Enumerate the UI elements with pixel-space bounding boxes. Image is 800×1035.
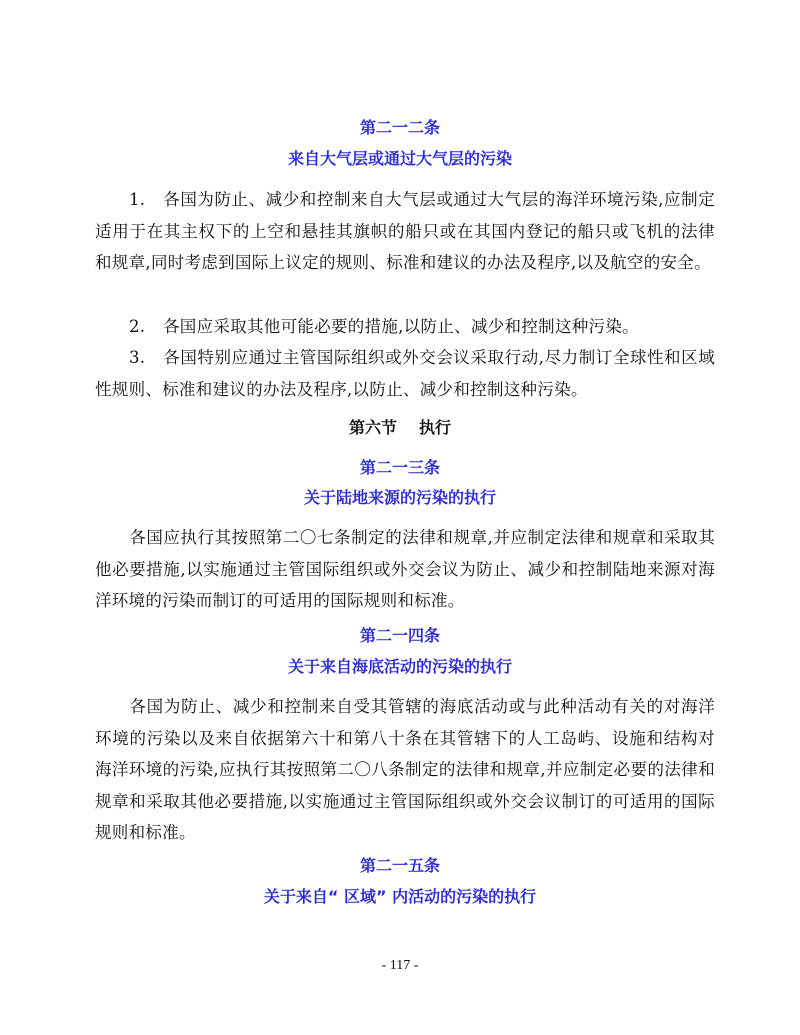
paragraph-number: 1. (129, 190, 146, 209)
article-212-paragraph-2 (95, 311, 715, 343)
section-title: 执行 (419, 418, 452, 437)
article-215-title: 关于来自“ 区域” 内活动的污染的执行 (263, 887, 537, 906)
paragraph-number: 2. (129, 317, 146, 336)
paragraph-text: 各国为防止、减少和控制来自受其管辖的海底活动或与此种活动有关的对海洋环境的污染以及来自依据第六十和第八十条在其管辖下的人工岛屿、设施和结构对海洋环境的污染,应执行其按照第二〇八条制定的法律和规章,并应制定必要的法律和规章和采取其他必要措施,以实施通过主管国际组织或外交会议制订的可适用的国际规则和标准。 (95, 697, 715, 843)
paragraph-text: 各国应执行其按照第二〇七条制定的法律和规章,并应制定法律和规章和采取其他必要措施,以实施通过主管国际组织或外交会议为防止、减少和控制陆地来源对海洋环境的污染而制订的可适用的国际规则和标准。 (95, 528, 715, 611)
article-214-title: 关于来自海底活动的污染的执行 (287, 657, 512, 676)
article-213-title: 关于陆地来源的污染的执行 (303, 488, 496, 507)
article-213-paragraph (95, 522, 715, 617)
article-215-number: 第二一五条 (359, 856, 440, 875)
article-213-number: 第二一三条 (359, 458, 440, 477)
page-number: - 117 - (381, 958, 419, 973)
paragraph-number: 3. (129, 348, 146, 367)
article-214-number: 第二一四条 (359, 626, 440, 645)
paragraph-text: 各国为防止、减少和控制来自大气层或通过大气层的海洋环境污染,应制定适用于在其主权下的上空和悬挂其旗帜的船只或在其国内登记的船只或飞机的法律和规章,同时考虑到国际上议定的规则、标准和建议的办法及程序,以及航空的安全。 (95, 190, 715, 273)
paragraph-text: 各国特别应通过主管国际组织或外交会议采取行动,尽力制订全球性和区域性规则、标准和建议的办法及程序,以防止、减少和控制这种污染。 (95, 348, 715, 399)
article-212-paragraph-1 (95, 184, 715, 279)
article-214-paragraph (95, 691, 715, 849)
article-212-number: 第二一二条 (359, 118, 440, 137)
section-heading (0, 418, 800, 438)
article-212-paragraph-3 (95, 342, 715, 405)
paragraph-text: 各国应采取其他可能必要的措施,以防止、减少和控制这种污染。 (163, 317, 639, 336)
article-212-title: 来自大气层或通过大气层的污染 (287, 149, 512, 168)
section-label: 第六节 (348, 418, 397, 437)
